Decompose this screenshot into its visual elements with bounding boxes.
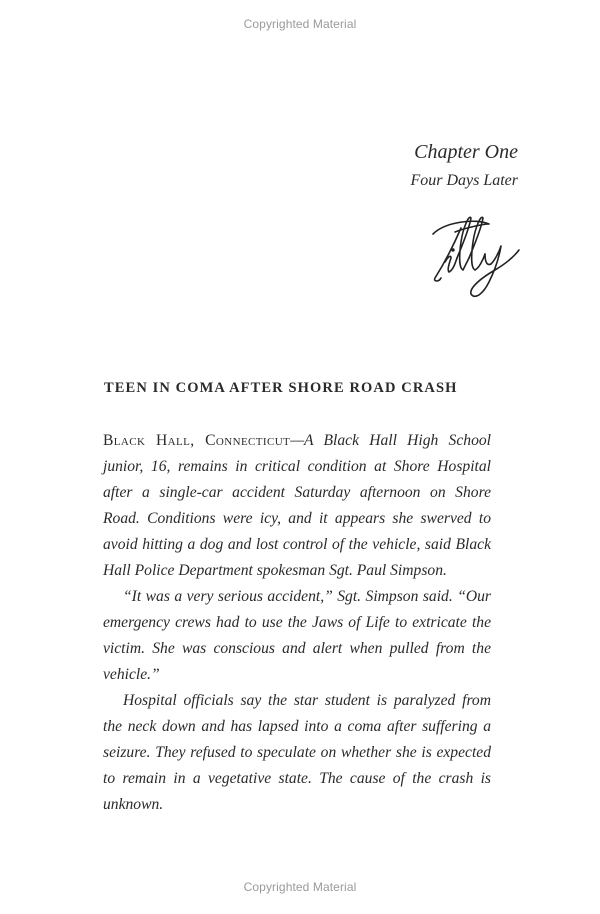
narrator-signature: [425, 208, 525, 303]
article-paragraph-text: —A Black Hall High School junior, 16, remains in critical condition at Shore Hospital after a single-car accident Saturday afternoon on Shore Road. Conditions were icy, and it appears she swerved to avoid hitting a dog and lost control of the vehicle, said Black Hall Police Department spokesman Sgt. Paul Simpson.: [103, 432, 491, 579]
chapter-title: Chapter One: [414, 141, 518, 163]
article-paragraph: Hospital officials say the star student is paralyzed from the neck down and has lapsed into a coma after suffering a seizure. They refused to speculate on whether she is expected to remain in a vegetative state. The cause of the crash is unknown.: [103, 692, 491, 813]
chapter-subtitle: Four Days Later: [410, 172, 518, 189]
article-dateline: Black Hall, Connecticut: [103, 432, 291, 449]
article-paragraph: “It was a very serious accident,” Sgt. Simpson said. “Our emergency crews had to use the Jaws of Life to extricate the victim. She was conscious and alert when pulled from the vehicle.”: [103, 588, 491, 683]
copyright-watermark-bottom: Copyrighted Material: [243, 880, 357, 894]
copyright-watermark-top: Copyrighted Material: [243, 17, 357, 31]
article-headline: TEEN IN COMA AFTER SHORE ROAD CRASH: [104, 380, 458, 396]
article-paragraph: [103, 428, 491, 584]
article-body: [103, 428, 491, 818]
